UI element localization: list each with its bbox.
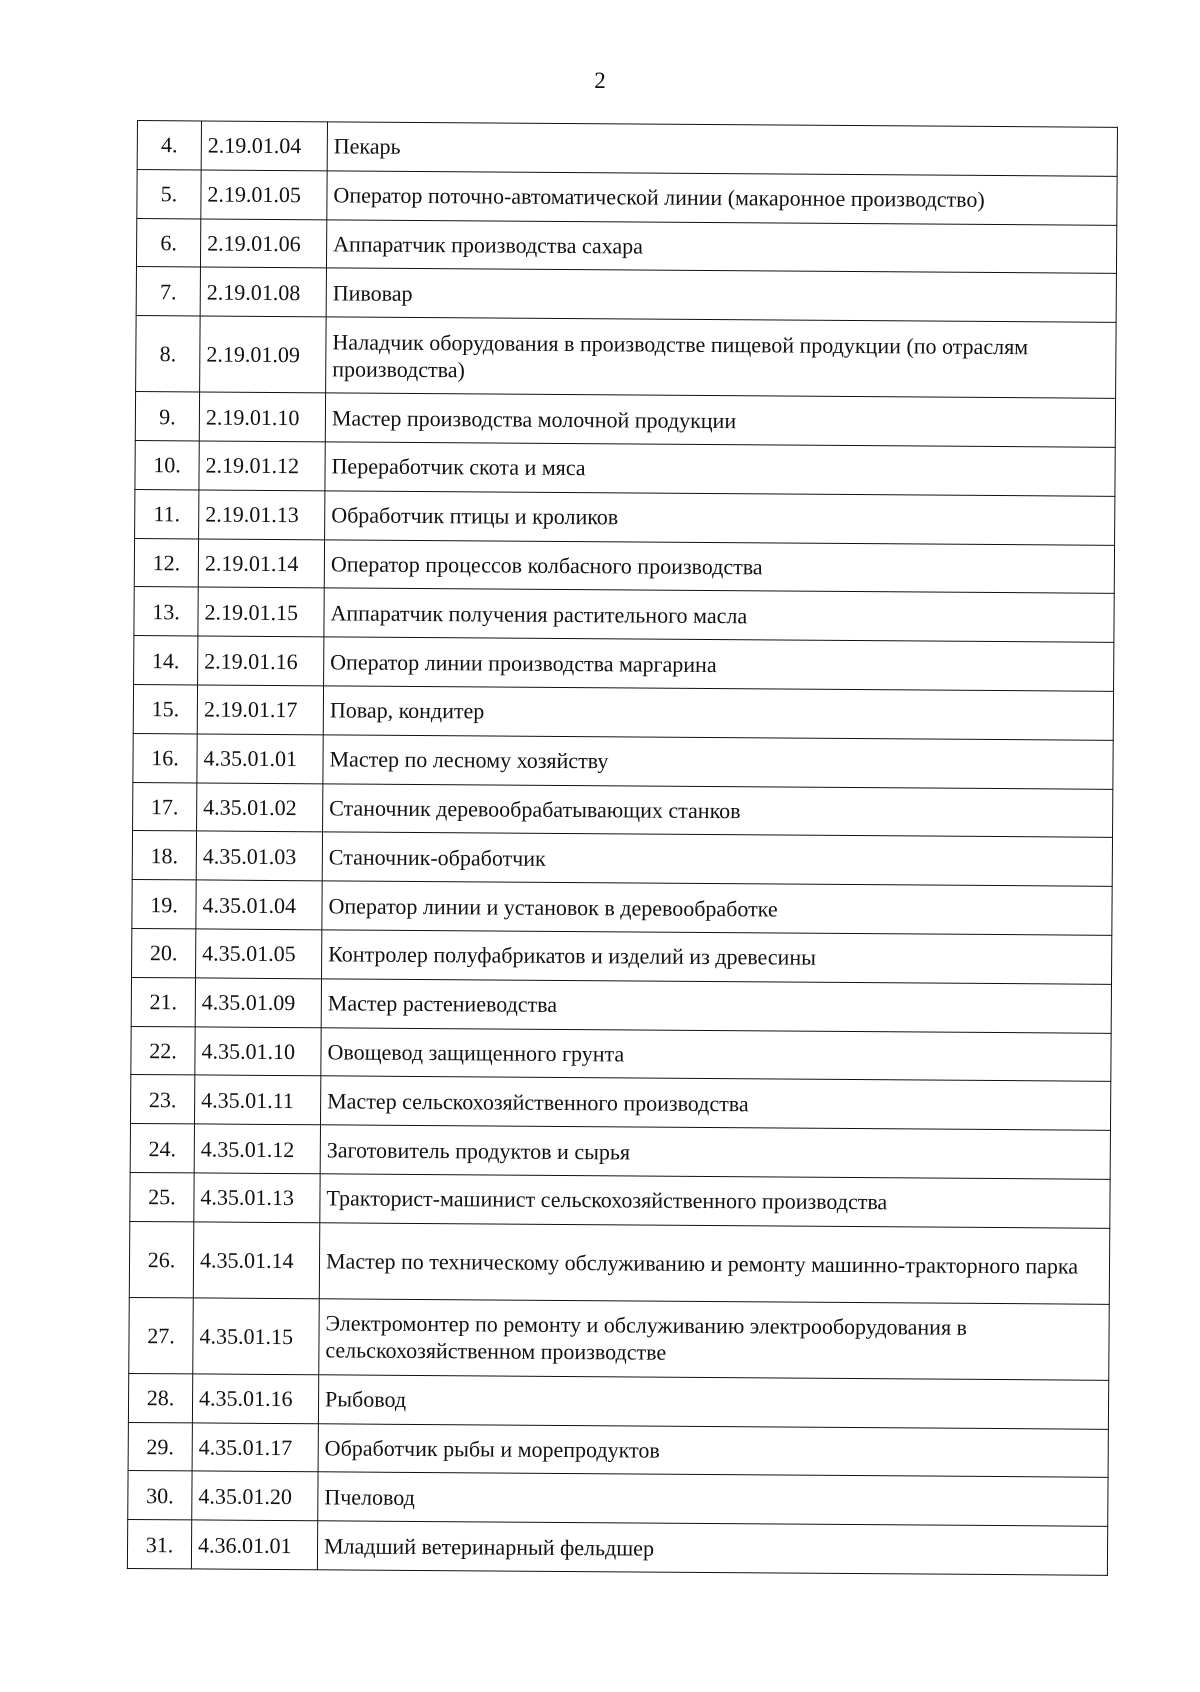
row-number: 6. — [136, 218, 200, 267]
row-code: 4.35.01.20 — [192, 1471, 318, 1521]
table-row — [135, 440, 1115, 496]
row-code: 2.19.01.16 — [198, 636, 324, 686]
row-profession-name: Мастер сельскохозяйственного производства — [320, 1076, 1110, 1130]
row-code: 2.19.01.05 — [201, 170, 327, 220]
row-profession-name: Рыбовод — [318, 1375, 1108, 1429]
table-row — [130, 1172, 1110, 1228]
row-code: 4.35.01.13 — [194, 1173, 320, 1223]
row-number: 16. — [133, 733, 197, 782]
page-number: 2 — [594, 68, 606, 93]
row-number: 29. — [128, 1422, 192, 1471]
row-profession-name: Тракторист-машинист сельскохозяйственного производства — [320, 1174, 1110, 1228]
row-number: 22. — [131, 1026, 195, 1075]
row-profession-name: Оператор линии и установок в деревообработке — [322, 881, 1112, 935]
row-code: 4.35.01.05 — [196, 929, 322, 979]
row-profession-name: Контролер полуфабрикатов и изделий из древесины — [322, 930, 1112, 984]
row-profession-name: Оператор поточно-автоматической линии (макаронное производство) — [327, 171, 1117, 225]
row-code: 4.35.01.11 — [194, 1075, 320, 1125]
row-number: 10. — [135, 440, 199, 489]
row-profession-name: Овощевод защищенного грунта — [321, 1027, 1111, 1081]
table-row — [137, 169, 1117, 225]
row-code: 4.35.01.15 — [193, 1298, 320, 1375]
table-row — [132, 928, 1112, 984]
table-row — [135, 489, 1115, 545]
row-profession-name: Мастер по техническому обслуживанию и ремонту машинно-тракторного парка — [319, 1223, 1110, 1305]
row-number: 12. — [134, 538, 198, 587]
row-profession-name: Пекарь — [327, 122, 1117, 176]
row-profession-name: Аппаратчик производства сахара — [326, 219, 1116, 273]
row-code: 4.35.01.03 — [196, 831, 322, 881]
row-number: 17. — [133, 782, 197, 831]
row-code: 4.35.01.12 — [194, 1124, 320, 1174]
row-code: 2.19.01.04 — [201, 121, 327, 171]
row-profession-name: Оператор процессов колбасного производства — [324, 539, 1114, 593]
table-row — [132, 880, 1112, 936]
table-row — [134, 587, 1114, 643]
table-row — [134, 636, 1114, 692]
table-row — [131, 977, 1111, 1033]
row-profession-name: Пчеловод — [318, 1472, 1108, 1526]
row-code: 2.19.01.15 — [198, 587, 324, 637]
row-number: 21. — [131, 977, 195, 1026]
table-row — [128, 1471, 1108, 1527]
row-number: 27. — [129, 1297, 194, 1373]
table-row — [136, 316, 1117, 399]
row-number: 18. — [132, 831, 196, 880]
row-profession-name: Обработчик птицы и кроликов — [325, 491, 1115, 545]
row-code: 4.35.01.02 — [197, 782, 323, 832]
row-code: 4.36.01.01 — [191, 1520, 317, 1570]
row-profession-name: Пивовар — [326, 268, 1116, 322]
table-row — [129, 1297, 1110, 1380]
row-code: 2.19.01.12 — [199, 441, 325, 491]
table-row — [136, 218, 1116, 274]
row-code: 4.35.01.09 — [195, 978, 321, 1028]
row-number: 23. — [130, 1075, 194, 1124]
row-code: 4.35.01.04 — [196, 880, 322, 930]
row-profession-name: Младший ветеринарный фельдшер — [317, 1521, 1107, 1575]
row-profession-name: Наладчик оборудования в производстве пищевой продукции (по отраслям производства) — [326, 317, 1117, 399]
table-row — [136, 267, 1116, 323]
row-number: 5. — [137, 169, 201, 218]
row-code: 2.19.01.14 — [198, 539, 324, 589]
table-row — [133, 782, 1113, 838]
professions-table — [127, 120, 1118, 1576]
row-code: 2.19.01.13 — [199, 490, 325, 540]
row-profession-name: Станочник-обработчик — [322, 832, 1112, 886]
row-number: 4. — [137, 121, 201, 170]
row-number: 30. — [128, 1471, 192, 1520]
row-profession-name: Мастер производства молочной продукции — [325, 393, 1115, 447]
table-row — [134, 538, 1114, 594]
table-row — [130, 1124, 1110, 1180]
row-profession-name: Мастер растениеводства — [321, 979, 1111, 1033]
row-profession-name: Обработчик рыбы и морепродуктов — [318, 1423, 1108, 1477]
row-profession-name: Станочник деревообрабатывающих станков — [323, 783, 1113, 837]
row-number: 20. — [132, 928, 196, 977]
table-row — [131, 1026, 1111, 1082]
row-code: 4.35.01.14 — [193, 1222, 320, 1299]
row-code: 4.35.01.17 — [192, 1422, 318, 1472]
row-profession-name: Заготовитель продуктов и сырья — [320, 1125, 1110, 1179]
table-row — [133, 684, 1113, 740]
row-number: 13. — [134, 587, 198, 636]
table-row — [128, 1373, 1108, 1429]
row-profession-name: Переработчик скота и мяса — [325, 442, 1115, 496]
row-code: 4.35.01.10 — [195, 1026, 321, 1076]
row-code: 4.35.01.01 — [197, 734, 323, 784]
row-profession-name: Электромонтер по ремонту и обслуживанию электрооборудования в сельскохозяйственном производстве — [319, 1299, 1110, 1381]
row-number: 7. — [136, 267, 200, 316]
table-row — [127, 1520, 1107, 1576]
row-number: 14. — [134, 636, 198, 685]
row-number: 25. — [130, 1172, 194, 1221]
row-number: 15. — [133, 684, 197, 733]
row-number: 9. — [135, 392, 199, 441]
row-profession-name: Мастер по лесному хозяйству — [323, 735, 1113, 789]
row-number: 19. — [132, 880, 196, 929]
row-code: 2.19.01.09 — [200, 316, 327, 393]
table-row — [135, 392, 1115, 448]
row-code: 4.35.01.16 — [192, 1374, 318, 1424]
row-profession-name: Оператор линии производства маргарина — [324, 637, 1114, 691]
table-row — [128, 1422, 1108, 1478]
row-number: 31. — [127, 1520, 191, 1569]
row-number: 28. — [128, 1373, 192, 1422]
row-code: 2.19.01.08 — [200, 267, 326, 317]
row-number: 26. — [129, 1221, 194, 1297]
table-row — [130, 1075, 1110, 1131]
row-code: 2.19.01.06 — [200, 219, 326, 269]
row-profession-name: Повар, кондитер — [323, 686, 1113, 740]
row-code: 2.19.01.10 — [199, 392, 325, 442]
table-row — [132, 831, 1112, 887]
row-number: 24. — [130, 1124, 194, 1173]
table-row — [137, 121, 1117, 177]
table-body — [127, 121, 1117, 1576]
row-number: 8. — [136, 316, 201, 392]
row-code: 2.19.01.17 — [197, 685, 323, 735]
table-row — [133, 733, 1113, 789]
row-number: 11. — [135, 489, 199, 538]
row-profession-name: Аппаратчик получения растительного масла — [324, 588, 1114, 642]
table-row — [129, 1221, 1110, 1304]
